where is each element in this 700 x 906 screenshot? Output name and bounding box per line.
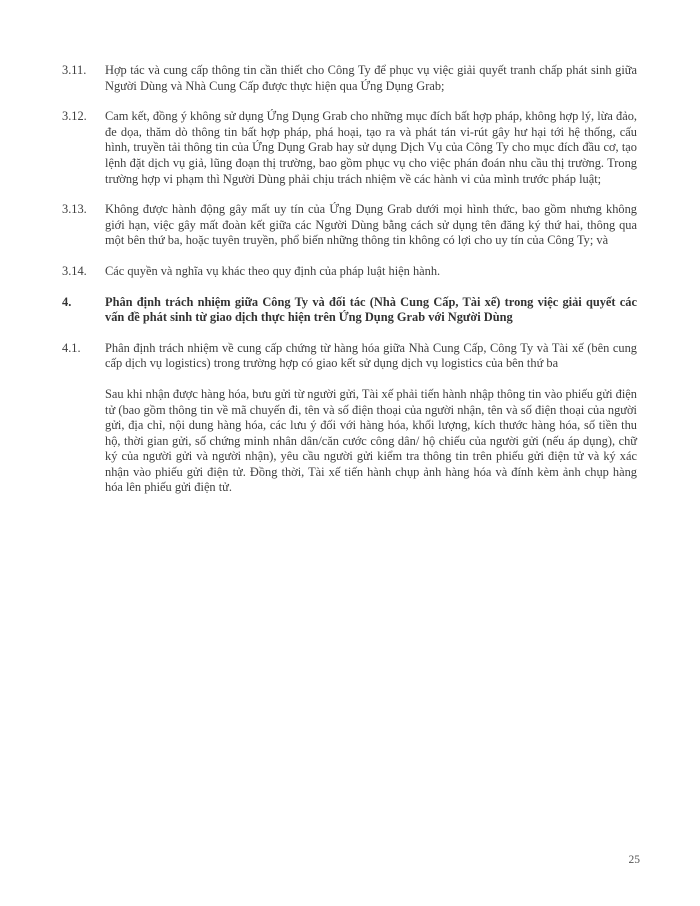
section-4-heading	[62, 295, 637, 326]
clause-number: 4.1.	[62, 340, 81, 355]
clause-text: Hợp tác và cung cấp thông tin cần thiết cho Công Ty để phục vụ việc giải quyết tranh chấp phát sinh giữa Người Dùng và Nhà Cung Cấp được thực hiện qua Ứng Dụng Grab;	[105, 63, 637, 93]
clause-3-13	[62, 202, 637, 249]
clause-3-14	[62, 264, 637, 280]
clause-text: Cam kết, đồng ý không sử dụng Ứng Dụng Grab cho những mục đích bất hợp pháp, không hợp lý, lừa đảo, đe dọa, thăm dò thông tin bất hợp pháp, phá hoại, tạo ra và phát tán vi-rút gây hư hại tới hệ thống, cấu hình, truyền tải thông tin của Ứng Dụng Grab hay sử dụng Dịch Vụ của Công Ty cho mục đích đầu cơ, tạo lệnh đặt dịch vụ giả, lũng đoạn thị trường, bao gồm phục vụ cho việc phán đoán nhu cầu thị trường. Trong trường hợp vi phạm thì Người Dùng phải chịu trách nhiệm về các hành vi của mình trước pháp luật;	[105, 109, 637, 186]
clause-number: 3.11.	[62, 63, 87, 77]
clause-text: Các quyền và nghĩa vụ khác theo quy định của pháp luật hiện hành.	[105, 263, 441, 278]
clause-3-12	[62, 109, 637, 187]
body-paragraph: Sau khi nhận được hàng hóa, bưu gửi từ người gửi, Tài xế phải tiến hành nhập thông tin vào phiếu gửi điện tử (bao gồm thông tin về mã chuyến đi, tên và số điện thoại của người nhận, tên và số điện thoại của người gửi, địa chỉ, nội dung hàng hóa, các lưu ý đối với hàng hóa, khối lượng, kích thước hàng hóa, số tiền thu hộ, thời gian gửi, số chứng minh nhân dân/căn cước công dân/ hộ chiếu của người gửi (nếu áp dụng), chữ ký của người gửi và người nhận), yêu cầu người gửi kiểm tra thông tin trên phiếu gửi điện tử và ký xác nhận vào phiếu gửi điện tử. Đồng thời, Tài xế tiến hành chụp ảnh hàng hóa và đính kèm ảnh chụp hàng hóa lên phiếu gửi điện tử.	[105, 386, 637, 495]
clause-number: 3.13.	[62, 202, 87, 217]
clause-4-1	[62, 341, 637, 372]
page-number: 25	[628, 854, 640, 866]
clause-3-11	[62, 63, 637, 94]
clause-number: 3.12.	[62, 109, 87, 124]
clause-number: 4.	[62, 294, 72, 309]
clause-number: 3.14.	[62, 263, 87, 278]
section-heading-text: Phân định trách nhiệm giữa Công Ty và đối tác (Nhà Cung Cấp, Tài xế) trong việc giải quyết các vấn đề phát sinh từ giao dịch thực hiện trên Ứng Dụng Grab với Người Dùng	[105, 294, 637, 325]
clause-text: Không được hành động gây mất uy tín của Ứng Dụng Grab dưới mọi hình thức, bao gồm nhưng không giới hạn, việc gây mất đoàn kết giữa các Người Dùng bằng cách sử dụng tên đăng ký thứ hai, thông qua một bên thứ ba, hoặc tuyên truyền, phổ biến những thông tin không có lợi cho uy tín của Công Ty; và	[105, 202, 637, 248]
clause-text: Phân định trách nhiệm về cung cấp chứng từ hàng hóa giữa Nhà Cung Cấp, Công Ty và Tài xế (bên cung cấp dịch vụ logistics) trong trường hợp có giao kết sử dụng dịch vụ logistics của bên thứ ba	[105, 340, 637, 371]
